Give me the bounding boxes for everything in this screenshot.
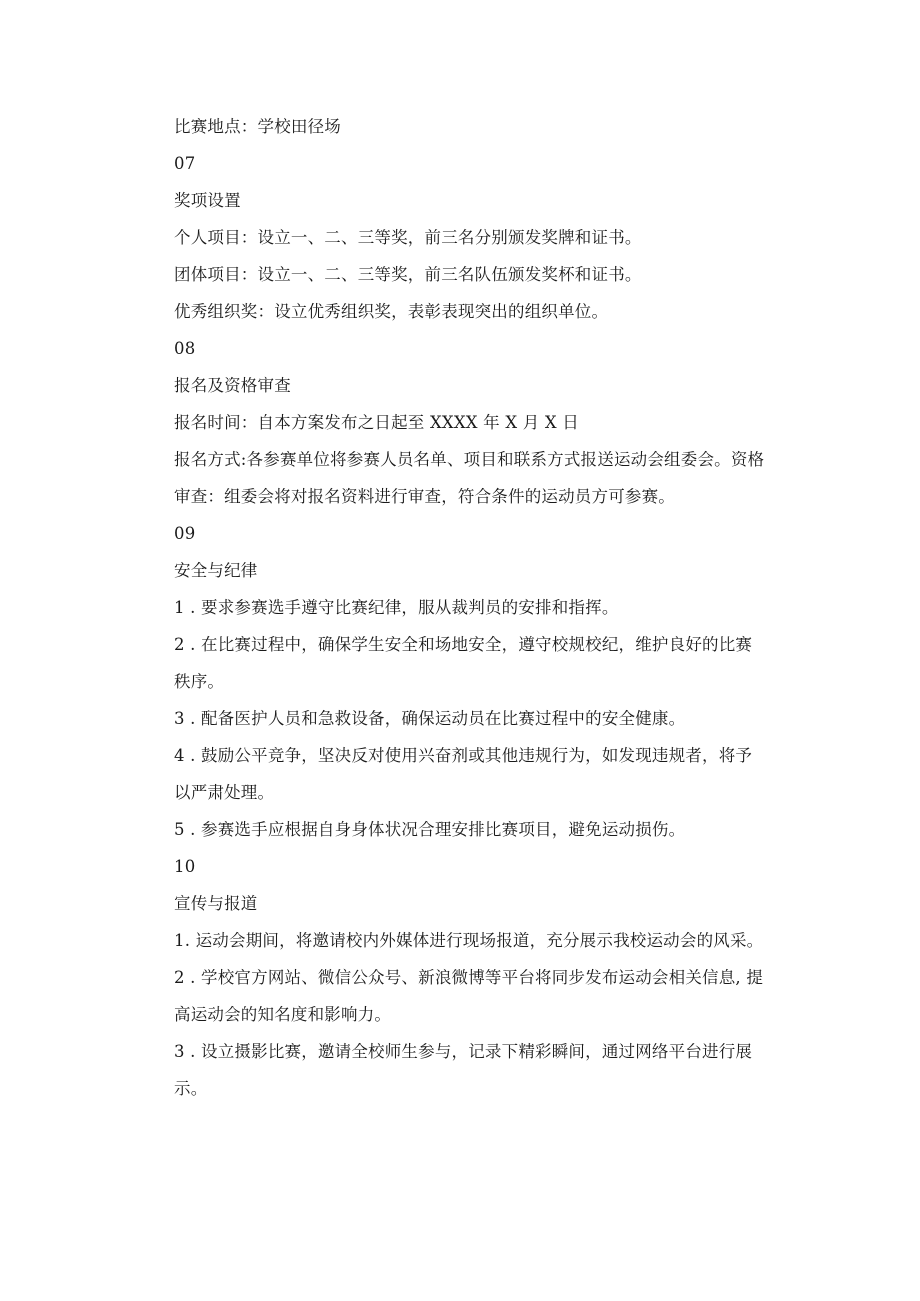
section-number-10: 10 [174, 857, 196, 876]
publicity-item-1: 1. 运动会期间，将邀请校内外媒体进行现场报道，充分展示我校运动会的风采。 [174, 931, 764, 950]
section-title-registration: 报名及资格审查 [174, 376, 291, 395]
section-title-publicity: 宣传与报道 [174, 894, 258, 913]
venue-line: 比赛地点：学校田径场 [174, 117, 341, 136]
section-number-07: 07 [174, 154, 196, 173]
awards-organization: 优秀组织奖：设立优秀组织奖，表彰表现突出的组织单位。 [174, 302, 609, 321]
publicity-item-2-cont: 高运动会的知名度和影响力。 [174, 1005, 392, 1024]
awards-individual: 个人项目：设立一、二、三等奖，前三名分别颁发奖牌和证书。 [174, 228, 642, 247]
safety-item-1: 1 . 要求参赛选手遵守比赛纪律，服从裁判员的安排和指挥。 [174, 598, 619, 617]
safety-item-5: 5 . 参赛选手应根据自身身体状况合理安排比赛项目，避免运动损伤。 [174, 820, 686, 839]
publicity-item-3-cont: 示。 [174, 1079, 208, 1098]
section-number-08: 08 [174, 339, 196, 358]
publicity-item-2: 2 . 学校官方网站、微信公众号、新浪微博等平台将同步发布运动会相关信息, 提 [174, 968, 764, 987]
registration-method: 报名方式:各参赛单位将参赛人员名单、项目和联系方式报送运动会组委会。资格 [174, 450, 765, 469]
safety-item-4-cont: 以严肃处理。 [174, 783, 275, 802]
section-title-safety: 安全与纪律 [174, 561, 258, 580]
safety-item-2-cont: 秩序。 [174, 672, 225, 691]
section-title-awards: 奖项设置 [174, 191, 241, 210]
awards-team: 团体项目：设立一、二、三等奖，前三名队伍颁发奖杯和证书。 [174, 265, 642, 284]
registration-time: 报名时间：自本方案发布之日起至 XXXX 年 X 月 X 日 [174, 413, 579, 432]
qualification-review: 审查：组委会将对报名资料进行审查，符合条件的运动员方可参赛。 [174, 487, 675, 506]
publicity-item-3: 3 . 设立摄影比赛，邀请全校师生参与，记录下精彩瞬间，通过网络平台进行展 [174, 1042, 753, 1061]
safety-item-2: 2 . 在比赛过程中，确保学生安全和场地安全，遵守校规校纪，维护良好的比赛 [174, 635, 753, 654]
safety-item-3: 3 . 配备医护人员和急救设备，确保运动员在比赛过程中的安全健康。 [174, 709, 686, 728]
section-number-09: 09 [174, 524, 196, 543]
safety-item-4: 4 . 鼓励公平竞争，坚决反对使用兴奋剂或其他违规行为，如发现违规者，将予 [174, 746, 753, 765]
